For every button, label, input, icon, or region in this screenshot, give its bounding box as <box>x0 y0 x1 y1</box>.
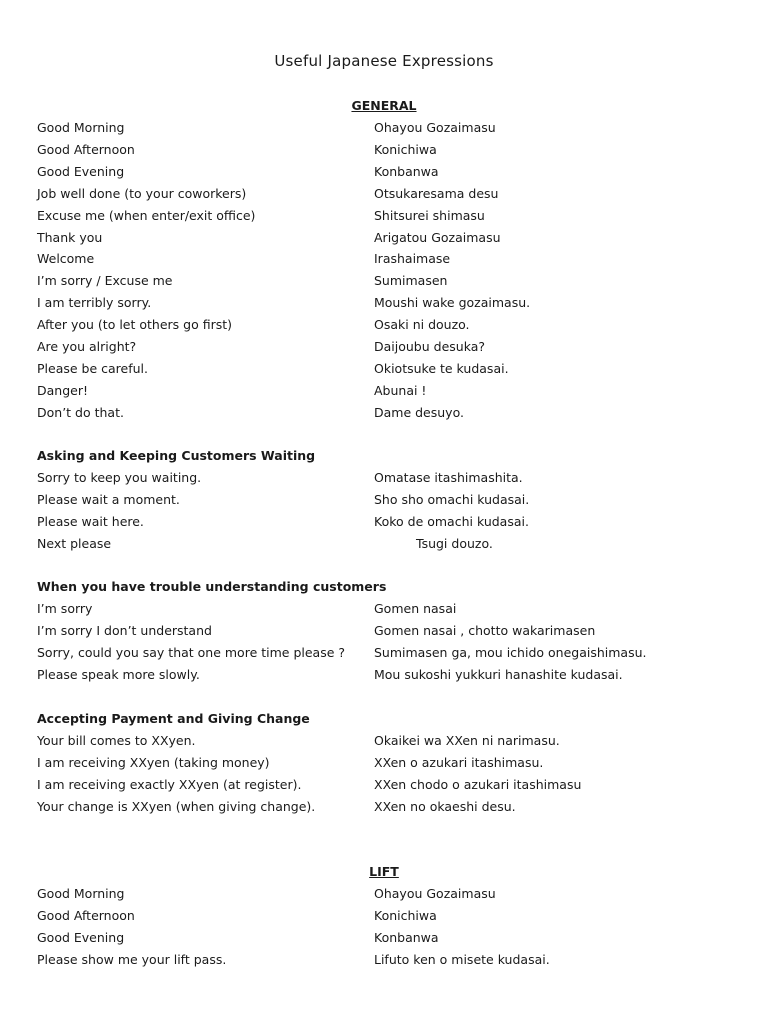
phrase-row <box>0 886 768 908</box>
phrase-row <box>0 230 768 252</box>
japanese-phrase: Ohayou Gozaimasu <box>374 120 496 135</box>
phrase-row <box>0 251 768 273</box>
english-phrase: Please show me your lift pass. <box>37 952 227 967</box>
phrase-row <box>0 273 768 295</box>
section-heading-payment: Accepting Payment and Giving Change <box>37 711 310 726</box>
english-phrase: Good Evening <box>37 930 125 945</box>
japanese-phrase: Moushi wake gozaimasu. <box>374 295 531 310</box>
phrase-row <box>0 120 768 142</box>
japanese-phrase: Sho sho omachi kudasai. <box>374 492 530 507</box>
phrase-row <box>0 799 768 821</box>
english-phrase: I am terribly sorry. <box>37 295 152 310</box>
section-heading-waiting: Asking and Keeping Customers Waiting <box>37 448 316 463</box>
japanese-phrase: Irashaimase <box>374 251 451 266</box>
phrase-row <box>0 667 768 689</box>
phrase-row <box>0 908 768 930</box>
document-title: Useful Japanese Expressions <box>274 52 494 70</box>
english-phrase: Excuse me (when enter/exit office) <box>37 208 256 223</box>
phrase-row <box>0 952 768 974</box>
phrase-row <box>0 645 768 667</box>
phrase-row <box>0 492 768 514</box>
phrase-row <box>0 317 768 339</box>
english-phrase: I’m sorry / Excuse me <box>37 273 173 288</box>
japanese-phrase: Daijoubu desuka? <box>374 339 486 354</box>
english-phrase: Next please <box>37 536 112 551</box>
japanese-phrase: Konichiwa <box>374 908 437 923</box>
english-phrase: Good Morning <box>37 886 125 901</box>
japanese-phrase: Konbanwa <box>374 164 439 179</box>
japanese-phrase: Otsukaresama desu <box>374 186 499 201</box>
japanese-phrase: Gomen nasai , chotto wakarimasen <box>374 623 596 638</box>
english-phrase: Danger! <box>37 383 88 398</box>
japanese-phrase: XXen o azukari itashimasu. <box>374 755 544 770</box>
phrase-row <box>0 755 768 777</box>
english-phrase: Job well done (to your coworkers) <box>37 186 247 201</box>
english-phrase: I’m sorry <box>37 601 93 616</box>
english-phrase: Sorry, could you say that one more time please ? <box>37 645 346 660</box>
english-phrase: Are you alright? <box>37 339 137 354</box>
phrase-row <box>0 777 768 799</box>
phrase-row <box>0 405 768 427</box>
japanese-phrase: Shitsurei shimasu <box>374 208 485 223</box>
english-phrase: Your change is XXyen (when giving change). <box>37 799 316 814</box>
japanese-phrase: Arigatou Gozaimasu <box>374 230 501 245</box>
phrase-row <box>0 733 768 755</box>
japanese-phrase: Omatase itashimashita. <box>374 470 523 485</box>
japanese-phrase: Osaki ni douzo. <box>374 317 470 332</box>
phrase-row <box>0 514 768 536</box>
english-phrase: Good Afternoon <box>37 908 135 923</box>
english-phrase: Good Afternoon <box>37 142 135 157</box>
english-phrase: I am receiving exactly XXyen (at register). <box>37 777 302 792</box>
japanese-phrase: XXen chodo o azukari itashimasu <box>374 777 582 792</box>
phrase-row <box>0 536 768 558</box>
phrase-row <box>0 208 768 230</box>
japanese-phrase: Abunai ! <box>374 383 427 398</box>
english-phrase: I’m sorry I don’t understand <box>37 623 212 638</box>
phrase-row <box>0 164 768 186</box>
english-phrase: After you (to let others go first) <box>37 317 233 332</box>
japanese-phrase: Ohayou Gozaimasu <box>374 886 496 901</box>
japanese-phrase: Sumimasen <box>374 273 448 288</box>
japanese-phrase: Mou sukoshi yukkuri hanashite kudasai. <box>374 667 623 682</box>
japanese-phrase: Dame desuyo. <box>374 405 464 420</box>
english-phrase: Welcome <box>37 251 95 266</box>
english-phrase: Please be careful. <box>37 361 148 376</box>
section-heading-general: GENERAL <box>351 98 417 113</box>
english-phrase: Thank you <box>37 230 103 245</box>
english-phrase: Please wait here. <box>37 514 144 529</box>
japanese-phrase: Konichiwa <box>374 142 437 157</box>
japanese-phrase: Koko de omachi kudasai. <box>374 514 529 529</box>
japanese-phrase: Konbanwa <box>374 930 439 945</box>
english-phrase: Your bill comes to XXyen. <box>37 733 196 748</box>
english-phrase: I am receiving XXyen (taking money) <box>37 755 270 770</box>
phrase-row <box>0 383 768 405</box>
japanese-phrase: XXen no okaeshi desu. <box>374 799 516 814</box>
english-phrase: Good Evening <box>37 164 125 179</box>
japanese-phrase: Sumimasen ga, mou ichido onegaishimasu. <box>374 645 647 660</box>
phrase-row <box>0 339 768 361</box>
english-phrase: Please wait a moment. <box>37 492 180 507</box>
english-phrase: Sorry to keep you waiting. <box>37 470 202 485</box>
phrase-row <box>0 930 768 952</box>
section-heading-lift: LIFT <box>369 864 399 879</box>
japanese-phrase: Okaikei wa XXen ni narimasu. <box>374 733 560 748</box>
phrase-row <box>0 295 768 317</box>
phrase-row <box>0 142 768 164</box>
japanese-phrase: Lifuto ken o misete kudasai. <box>374 952 550 967</box>
english-phrase: Good Morning <box>37 120 125 135</box>
phrase-row <box>0 623 768 645</box>
phrase-row <box>0 361 768 383</box>
japanese-phrase: Okiotsuke te kudasai. <box>374 361 509 376</box>
phrase-row <box>0 470 768 492</box>
phrase-row <box>0 186 768 208</box>
japanese-phrase: Tsugi douzo. <box>416 536 493 551</box>
english-phrase: Please speak more slowly. <box>37 667 200 682</box>
english-phrase: Don’t do that. <box>37 405 124 420</box>
section-heading-trouble: When you have trouble understanding customers <box>37 579 387 594</box>
phrase-row <box>0 601 768 623</box>
japanese-phrase: Gomen nasai <box>374 601 457 616</box>
